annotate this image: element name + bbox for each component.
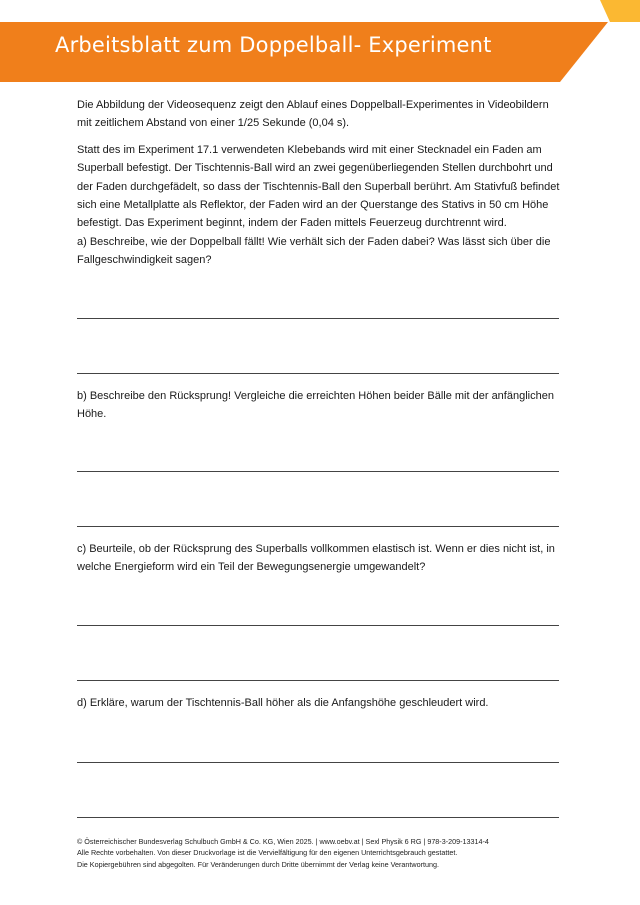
question-c: c) Beurteile, ob der Rücksprung des Superballs vollkommen elastisch ist. Wenn er dies nicht ist, in welche Energieform wird ein Teil der Bewegungsenergie umgewandelt? [77,543,555,574]
answer-line[interactable] [77,762,559,763]
page-title: Arbeitsblatt zum Doppelball- Experiment [55,33,492,57]
footer [77,836,567,870]
answer-line[interactable] [77,471,559,472]
intro-paragraph-2: Statt des im Experiment 17.1 verwendeten Klebebands wird mit einer Stecknadel ein Faden am Superball befestigt. Der Tischtennis-Ball wird an zwei gegenüberliegenden Stellen durchbohrt und der Faden durchgefädelt, so dass der Tischtennis-Ball den Superball berührt. Am Stativfuß befindet sich eine Metallplatte als Reflektor, der Faden wird an der Querstange des Stativs in 50 cm Höhe befestigt. Das Experiment beginnt, indem der Faden mittels Feuerzeug durchtrennt wird. [77,144,560,230]
header-banner [0,0,640,90]
question-b: b) Beschreibe den Rücksprung! Vergleiche die erreichten Höhen beider Bälle mit der anfänglichen Höhe. [77,390,554,421]
footer-copyright: © Österreichischer Bundesverlag Schulbuch GmbH & Co. KG, Wien 2025. | www.oebv.at | Sexl Physik 6 RG | 978-3-209-13314-4 [77,837,489,846]
footer-rights: Alle Rechte vorbehalten. Von dieser Druckvorlage ist die Vervielfältigung für den eigenen Unterrichtsgebrauch gestattet. [77,848,458,858]
question-d: d) Erkläre, warum der Tischtennis-Ball höher als die Anfangshöhe geschleudert wird. [77,697,489,709]
answer-line[interactable] [77,625,559,626]
intro-paragraph-1: Die Abbildung der Videosequenz zeigt den Ablauf eines Doppelball-Experimentes in Videobildern mit zeitlichem Abstand von einer 1/25 Sekunde (0,04 s). [77,99,549,130]
answer-line[interactable] [77,373,559,374]
answer-line[interactable] [77,817,559,818]
question-a: a) Beschreibe, wie der Doppelball fällt! Wie verhält sich der Faden dabei? Was lässt sich über die Fallgeschwindigkeit sagen? [77,236,551,267]
footer-disclaimer: Die Kopiergebühren sind abgegolten. Für Veränderungen durch Dritte übernimmt der Verlag keine Verantwortung. [77,859,439,869]
answer-line[interactable] [77,680,559,681]
answer-line[interactable] [77,526,559,527]
answer-line[interactable] [77,318,559,319]
